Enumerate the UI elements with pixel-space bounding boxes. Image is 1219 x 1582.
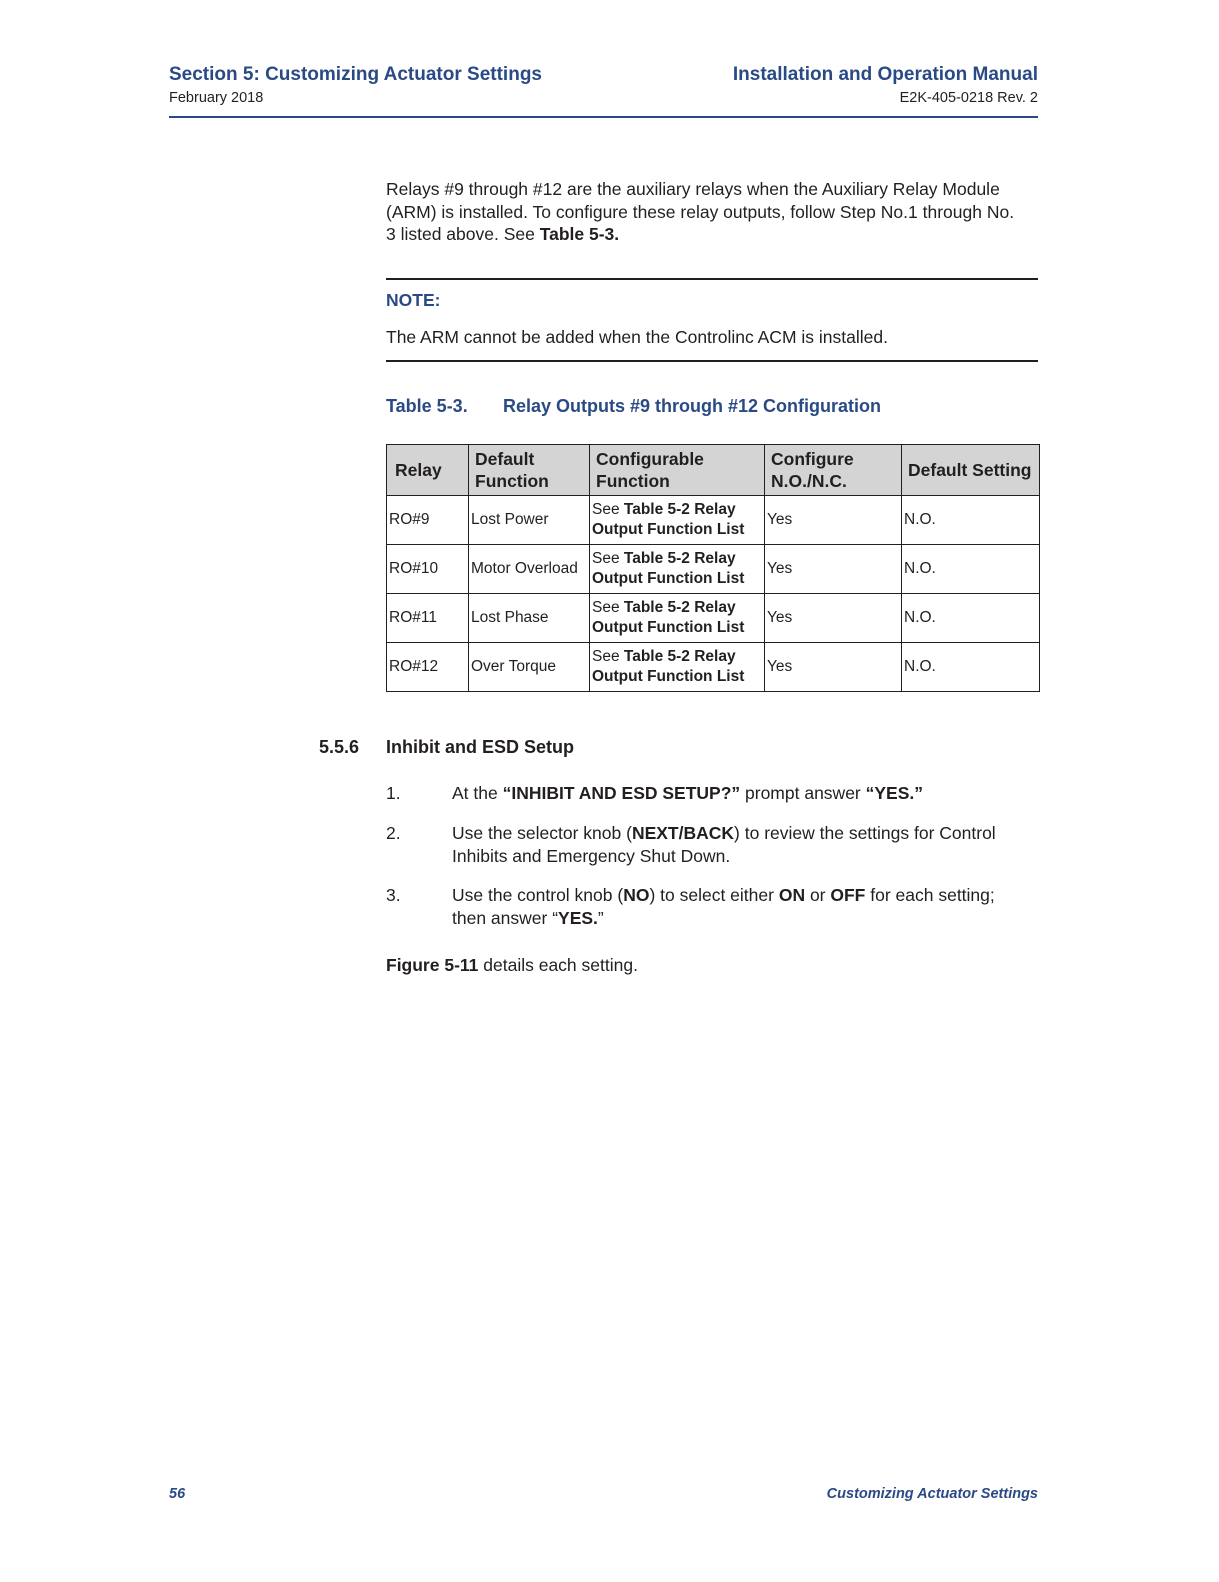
- cell-configure: Yes: [765, 545, 902, 594]
- note-box: [386, 278, 1038, 362]
- section-title: Inhibit and ESD Setup: [386, 737, 574, 757]
- step-on-label: ON: [778, 885, 806, 905]
- cell-configure: Yes: [765, 496, 902, 545]
- table-row: [387, 643, 1040, 692]
- column-header-default-setting: Default Setting: [902, 445, 1040, 496]
- step-text-part: or: [805, 885, 831, 905]
- step-number: 3.: [386, 885, 401, 905]
- table-title: Relay Outputs #9 through #12 Configuration: [503, 396, 882, 416]
- see-prefix: See: [592, 648, 624, 665]
- page-header-right: [733, 62, 1038, 108]
- cell-default-function: Lost Power: [469, 496, 590, 545]
- see-prefix: See: [592, 550, 624, 567]
- step-number: 2.: [386, 823, 401, 843]
- cell-default-setting: N.O.: [902, 545, 1040, 594]
- cell-configurable-function: [590, 496, 765, 545]
- step-text: [452, 884, 1022, 929]
- column-header-relay: Relay: [387, 445, 469, 496]
- cell-relay: RO#11: [387, 594, 469, 643]
- step-answer: YES.: [558, 907, 598, 928]
- step-text-part: ) to select either: [649, 885, 779, 905]
- manual-title: Installation and Operation Manual: [732, 64, 1038, 85]
- table-row: [387, 594, 1040, 643]
- see-prefix: See: [592, 501, 624, 518]
- cell-configurable-function: [590, 545, 765, 594]
- cell-relay: RO#12: [387, 643, 469, 692]
- step-answer: “YES.”: [865, 783, 924, 803]
- step-knob-label: NO: [623, 885, 650, 905]
- note-text: The ARM cannot be added when the Controlinc ACM is installed.: [386, 327, 888, 347]
- section-number: 5.5.6: [319, 737, 360, 757]
- figure-ref-label: Figure 5-11: [386, 955, 479, 975]
- step-prompt: “INHIBIT AND ESD SETUP?”: [502, 783, 741, 803]
- table-ref: Table 5-2 Relay Output Function List: [592, 550, 745, 587]
- table-ref: Table 5-2 Relay Output Function List: [592, 501, 745, 538]
- table-row: [387, 496, 1040, 545]
- step-number: 1.: [386, 783, 401, 803]
- step-text: [452, 822, 1022, 867]
- step-text-part: Use the control knob (: [452, 885, 624, 905]
- cell-relay: RO#9: [387, 496, 469, 545]
- step-knob-label: NEXT/BACK: [631, 823, 735, 843]
- section-header-title: Section 5: Customizing Actuator Settings: [169, 64, 542, 85]
- step-text-part: At the: [452, 783, 503, 803]
- cell-default-setting: N.O.: [902, 594, 1040, 643]
- table-row: [387, 545, 1040, 594]
- footer-chapter-title: Customizing Actuator Settings: [826, 1486, 1038, 1502]
- page-header-left: [169, 62, 542, 108]
- step-text-part: ”: [597, 907, 604, 928]
- step-text-part: Use the selector knob (: [452, 823, 632, 843]
- table-caption: [386, 396, 881, 417]
- see-prefix: See: [592, 599, 624, 616]
- intro-table-ref: Table 5-3.: [539, 224, 620, 244]
- table-number: Table 5-3.: [386, 396, 468, 416]
- cell-default-function: Over Torque: [469, 643, 590, 692]
- column-header-configurable-function: Configurable Function: [590, 445, 765, 496]
- note-label: NOTE:: [386, 290, 441, 310]
- cell-configurable-function: [590, 643, 765, 692]
- doc-number: E2K-405-0218 Rev. 2: [899, 90, 1038, 106]
- step-text-part: for each setting; then answer “: [452, 885, 995, 928]
- column-header-default-function: Default Function: [469, 445, 590, 496]
- intro-text: Relays #9 through #12 are the auxiliary relays when the Auxiliary Relay Module (ARM) is installed. To configure these relay outputs, follow Step No.1 through No. 3 listed above. See: [386, 179, 1015, 244]
- step-text-part: prompt answer: [740, 783, 866, 803]
- cell-default-setting: N.O.: [902, 643, 1040, 692]
- cell-configure: Yes: [765, 594, 902, 643]
- intro-paragraph: [386, 178, 1026, 246]
- figure-ref-text: details each setting.: [478, 955, 638, 975]
- table-header-row: [387, 445, 1040, 496]
- cell-default-function: Motor Overload: [469, 545, 590, 594]
- cell-default-setting: N.O.: [902, 496, 1040, 545]
- step-text-part: ) to review the settings for Control Inhibits and Emergency Shut Down.: [452, 823, 996, 866]
- cell-relay: RO#10: [387, 545, 469, 594]
- column-header-configure: Configure N.O./N.C.: [765, 445, 902, 496]
- cell-configure: Yes: [765, 643, 902, 692]
- relay-outputs-table: [386, 444, 1040, 692]
- table-ref: Table 5-2 Relay Output Function List: [592, 648, 745, 685]
- footer-page-number: 56: [169, 1486, 186, 1502]
- header-divider: [169, 116, 1038, 118]
- cell-configurable-function: [590, 594, 765, 643]
- step-text: [452, 782, 1022, 805]
- cell-default-function: Lost Phase: [469, 594, 590, 643]
- step-off-label: OFF: [830, 885, 866, 905]
- table-ref: Table 5-2 Relay Output Function List: [592, 599, 745, 636]
- figure-reference: [386, 954, 638, 977]
- header-date: February 2018: [169, 90, 264, 106]
